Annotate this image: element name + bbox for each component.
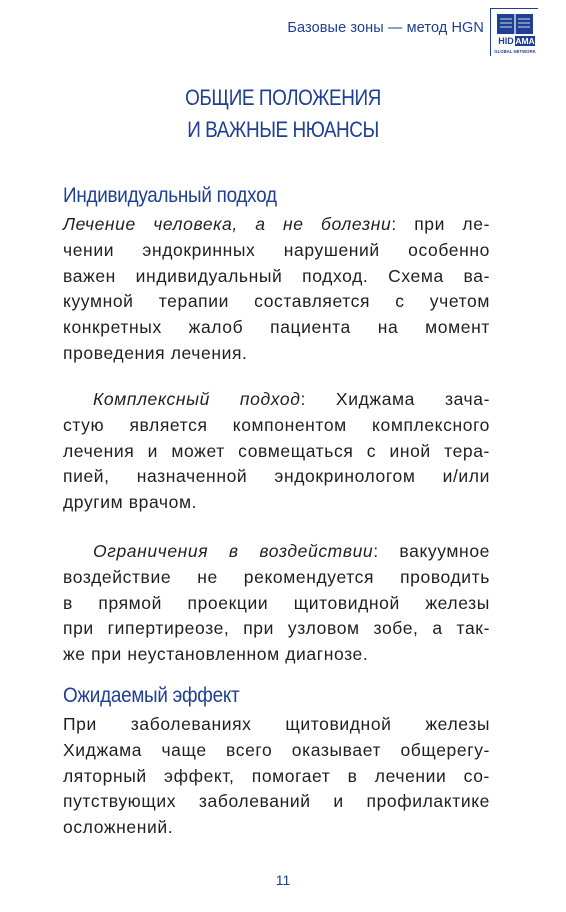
paragraph-line: куумной терапии составляется с учетом bbox=[63, 291, 490, 312]
paragraph-line: конкретных жалоб пациента на момент bbox=[63, 317, 490, 338]
logo-text-hid: HID bbox=[498, 36, 514, 46]
page-number: 11 bbox=[275, 872, 291, 888]
paragraph-line: стую является компонентом комплексного bbox=[63, 414, 490, 435]
paragraph-line: осложнений. bbox=[63, 817, 174, 838]
paragraph-lead: Ограничения в воздействии bbox=[93, 541, 374, 561]
paragraph-complex-approach bbox=[63, 387, 490, 516]
logo-graphic bbox=[491, 9, 539, 57]
paragraph-lead: Комплексный подход bbox=[93, 389, 301, 409]
paragraph-line: важен индивидуальный подход. Схема ва- bbox=[63, 265, 490, 286]
paragraph-line: путствующих заболеваний и профилактике bbox=[63, 791, 490, 812]
paragraph-line: : вакуумное bbox=[373, 541, 490, 561]
hidjama-logo bbox=[490, 8, 538, 56]
paragraph-line: воздействие не рекомендуется проводить bbox=[63, 566, 490, 587]
paragraph-line: другим врачом. bbox=[63, 492, 198, 513]
paragraph-line: же при неустановленном диагнозе. bbox=[63, 644, 369, 665]
paragraph-line: лечения и может совмещаться с иной тера- bbox=[63, 440, 490, 461]
paragraph-lead: Лечение человека, а не болезни bbox=[63, 214, 392, 234]
paragraph-line: проведения лечения. bbox=[63, 342, 248, 363]
paragraph-line: Хиджама чаще всего оказывает общерегу- bbox=[63, 739, 490, 760]
paragraph-line: ляторный эффект, помогает в лечении со- bbox=[63, 765, 490, 786]
chapter-title-line: ОБЩИЕ ПОЛОЖЕНИЯ bbox=[185, 85, 381, 110]
logo-text-ama: AMA bbox=[515, 36, 535, 46]
paragraph-line: : при ле- bbox=[391, 214, 490, 234]
chapter-title bbox=[40, 82, 527, 146]
section-heading: Ожидаемый эффект bbox=[63, 684, 240, 707]
paragraph-limitations bbox=[63, 539, 490, 668]
paragraph-individual-approach bbox=[63, 212, 490, 367]
paragraph-line: : Хиджама зача- bbox=[300, 389, 490, 409]
paragraph-expected-effect bbox=[63, 712, 490, 841]
paragraph-line: в прямой проекции щитовидной железы bbox=[63, 592, 490, 613]
paragraph-line: чении эндокринных нарушений особенно bbox=[63, 239, 490, 260]
section-heading: Индивидуальный подход bbox=[63, 184, 277, 207]
paragraph-line: при гипертиреозе, при узловом зобе, а так- bbox=[63, 618, 490, 639]
chapter-title-line: И ВАЖНЫЕ НЮАНСЫ bbox=[187, 117, 379, 142]
running-header: Базовые зоны — метод HGN bbox=[287, 20, 484, 36]
paragraph-line: пией, назначенной эндокринологом и/или bbox=[63, 466, 490, 487]
logo-text-network: GLOBAL NETWORK bbox=[494, 49, 536, 54]
paragraph-line: При заболеваниях щитовидной железы bbox=[63, 714, 490, 734]
